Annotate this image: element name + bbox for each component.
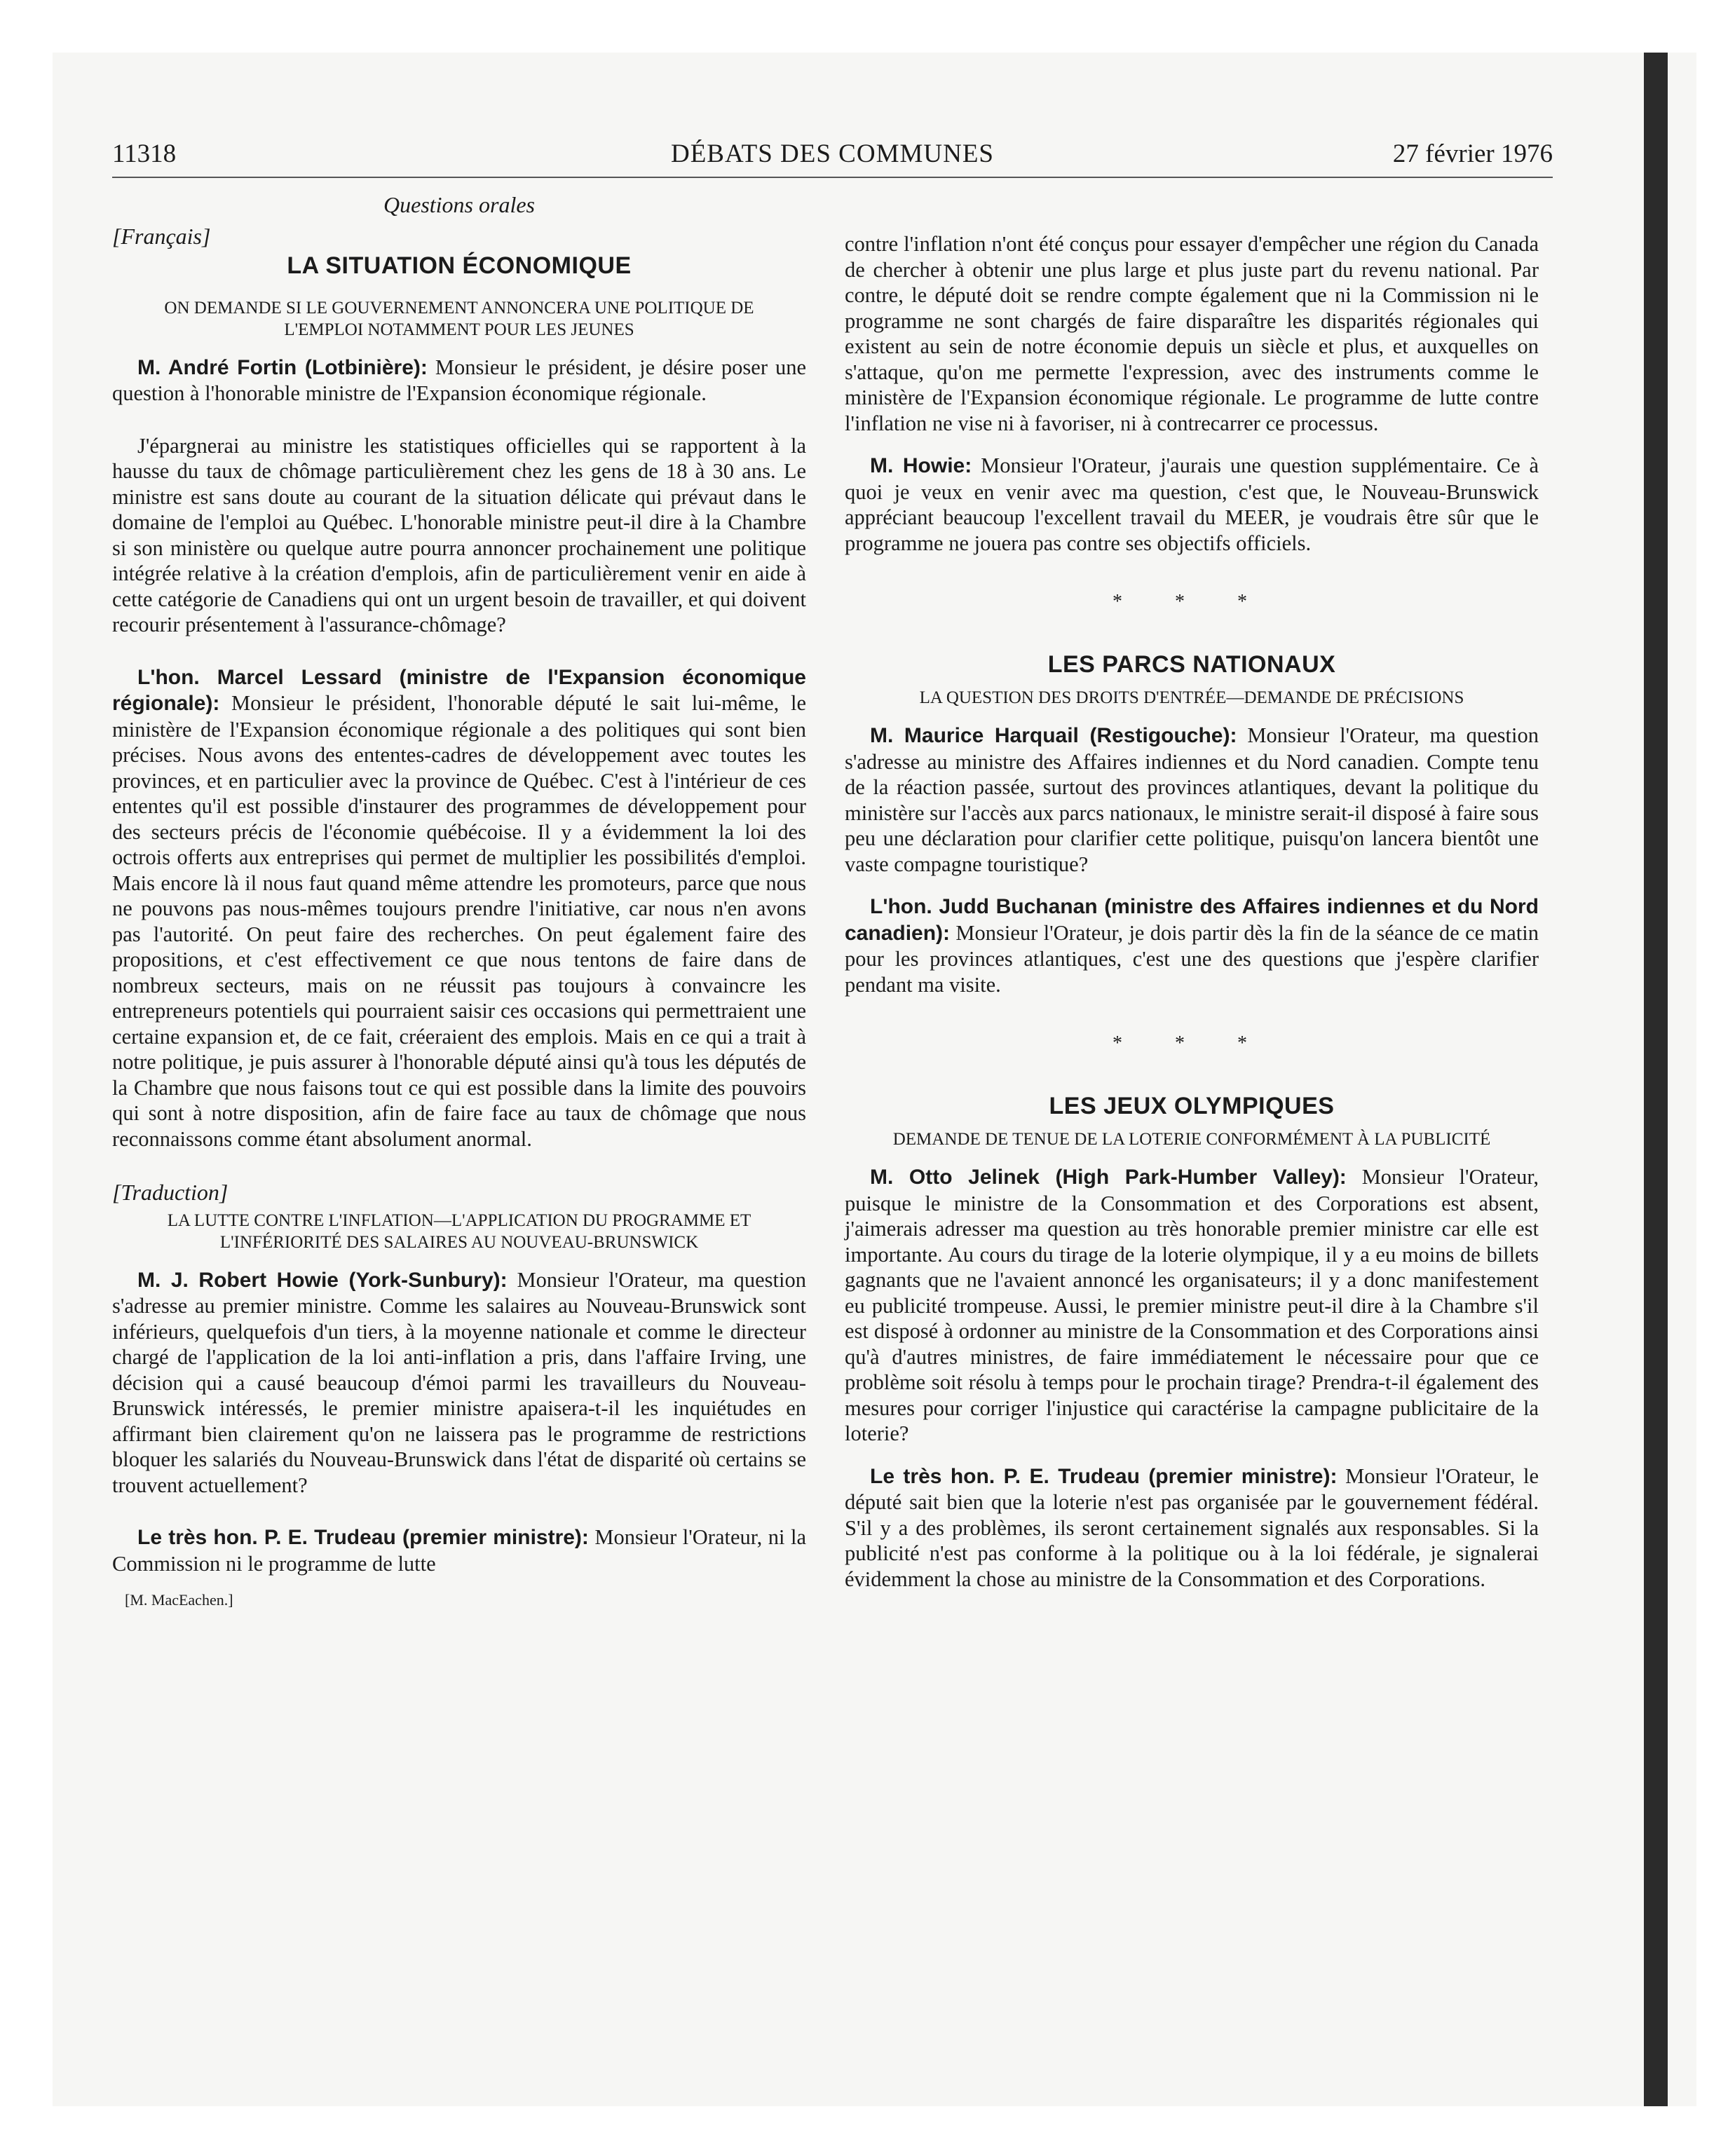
publication-title: DÉBATS DES COMMUNES [670, 139, 994, 168]
speaker-howie: M. Howie: [870, 454, 972, 477]
paragraph-harquail [845, 723, 1539, 877]
speech-text: Monsieur l'Orateur, puisque le ministre de la Consommation et des Corporations est absent, j'aimerais adresser ma question au très honorable premier ministre car elle est importante. Au cours du tirage de la loterie olympique, il y a eu moins de billets gagnants que ne l'avaient annoncé les organisateurs; il y a donc manifestement eu publicité trompeuse. Aussi, le premier ministre peut-il dire à la Chambre s'il est disposé à ordonner au ministre de la Consommation et des Corporations ainsi qu'à d'autres ministres, de faire immédiatement le nécessaire pour que ce problème soit résolu à temps pour le prochain tirage? Prendra-t-il également des mesures pour corriger l'injustice qui caractérise la campagne publicitaire de la loterie? [845, 1165, 1539, 1445]
section-separator: * * * [1113, 591, 1271, 613]
section-title-parcs-nationaux: LES PARCS NATIONAUX [1047, 650, 1336, 678]
speech-text: Monsieur l'Orateur, je dois partir dès la fin de la séance de ce matin pour les provinces atlantiques, c'est une des questions que j'espère clarifier pendant ma visite. [845, 920, 1539, 997]
speech-text: Monsieur l'Orateur, ma question s'adresse au premier ministre. Comme les salaires au Nouveau-Brunswick sont inférieurs, quelquefois d'un tiers, à la moyenne nationale et comme le directeur chargé de l'application de la loi anti-inflation a pris, dans l'affaire Irving, une décision qui a causé beaucoup d'émoi parmi les travailleurs du Nouveau-Brunswick intéressés, le premier ministre apaisera-t-il les inquiétudes en affirmant bien clairement qu'on ne laissera pas le programme de restrictions bloquer les salariés du Nouveau-Brunswick dans l'état de disparité où certains se trouvent actuellement? [112, 1267, 806, 1497]
paragraph-jelinek [845, 1164, 1539, 1447]
language-tag-traduction: [Traduction] [112, 1180, 229, 1205]
footnote: [M. MacEachen.] [125, 1591, 233, 1609]
speech-text: Monsieur l'Orateur, ni la Commission ni le programme de lutte [112, 1525, 806, 1576]
page-date: 27 février 1976 [1392, 139, 1553, 168]
speaker-jelinek: M. Otto Jelinek (High Park-Humber Valley): [870, 1166, 1347, 1189]
paragraph-howie-supplementary [845, 453, 1539, 556]
speaker-harquail: M. Maurice Harquail (Restigouche): [870, 724, 1237, 747]
paragraph-howie [112, 1267, 806, 1499]
section-title-jeux-olympiques: LES JEUX OLYMPIQUES [1049, 1092, 1335, 1119]
speaker-buchanan: L'hon. Judd Buchanan (ministre des Affaires indiennes et du Nord canadien): [845, 895, 1539, 945]
speaker-fortin: M. André Fortin (Lotbinière): [137, 355, 428, 379]
section-separator: * * * [1113, 1032, 1271, 1054]
subheading-lutte-inflation: LA LUTTE CONTRE L'INFLATION—L'APPLICATION DU PROGRAMME ET L'INFÉRIORITÉ DES SALAIRES AU NOUVEAU-BRUNSWICK [167, 1210, 751, 1252]
subheading-politique-emploi: ON DEMANDE SI LE GOUVERNEMENT ANNONCERA UNE POLITIQUE DE L'EMPLOI NOTAMMENT POUR LES JEUNES [164, 298, 754, 339]
right-column [845, 231, 1539, 1592]
page-header [112, 139, 1553, 178]
speech-text: Monsieur l'Orateur, j'aurais une question supplémentaire. Ce à quoi je veux en venir avec ma question, c'est que, le Nouveau-Brunswick appréciant beaucoup l'excellent travail du MEER, je voudrais être sûr que le programme ne jouera pas contre ses objectifs officiels. [845, 453, 1539, 555]
subheading-loterie: DEMANDE DE TENUE DE LA LOTERIE CONFORMÉMENT À LA PUBLICITÉ [892, 1130, 1491, 1149]
paragraph-trudeau-1 [112, 1524, 806, 1576]
rubric: Questions orales [383, 192, 535, 217]
paragraph-trudeau-1-continued: contre l'inflation n'ont été conçus pour essayer d'empêcher une région du Canada de chercher à obtenir une plus large et plus juste part du revenu national. Par contre, le député doit se rendre compte également que ni la Commission ni le programme ne sont chargés de faire disparaître les disparités régionales qui existent au sein de notre économie depuis un siècle et plus, et auxquelles on s'attaque, qu'on me permette l'expression, avec des instruments comme le ministère de l'Expansion économique régionale. Le programme de lutte contre l'inflation ne vise ni à favoriser, ni à contrecarrer ce processus. [845, 232, 1539, 435]
paragraph-fortin [112, 355, 806, 407]
paragraph-lessard [112, 664, 806, 1152]
speaker-trudeau: Le très hon. P. E. Trudeau (premier ministre): [137, 1526, 589, 1549]
language-tag-francais: [Français] [112, 223, 211, 249]
section-title-situation-economique: LA SITUATION ÉCONOMIQUE [287, 252, 632, 279]
speech-text: Monsieur le président, l'honorable député le sait lui-même, le ministère de l'Expansion économique régionale a des politiques qui sont bien précises. Nous avons des ententes-cadres de développement avec toutes les provinces, et en particulier avec la province de Québec. C'est à l'intérieur de ces ententes qu'il est possible d'instaurer des programmes de développement pour des secteurs précis de l'économie québécoise. Il y a évidemment la loi des octrois offerts aux entreprises qui permet de multiplier les possibilités d'emploi. Mais encore là il nous faut quand même attendre les promoteurs, parce que nous ne pouvons pas nous-mêmes toujours prendre l'initiative, car nous n'en avons pas l'autorité. On peut faire des recherches. On peut également faire des propositions, et c'est effectivement ce que nous tentons de faire dans de nombreux secteurs, mais on ne réussit pas toujours à convaincre les entrepreneurs potentiels qui pourraient saisir ces occasions qui permettraient une certaine expansion et, de ce fait, créeraient des emplois. Mais en ce qui a trait à notre politique, je puis assurer à l'honorable député ainsi qu'à tous les députés de la Chambre que nous faisons tout ce qui est possible dans la limite des pouvoirs qui sont à notre disposition, afin de faire face au taux de chômage que nous reconnaissons comme étant absolument anormal. [112, 691, 806, 1151]
speech-text: Monsieur l'Orateur, ma question s'adresse au ministre des Affaires indiennes et du Nord canadien. Compte tenu de la réaction passée, surtout des provinces atlantiques, devant la politique du ministère sur l'accès aux parcs nationaux, le ministre serait-il disposé à faire sous peu une déclaration pour clarifier cette politique, puisqu'on lancera bientôt une vaste compagne touristique? [845, 723, 1539, 876]
subheading-droits-entree: LA QUESTION DES DROITS D'ENTRÉE—DEMANDE DE PRÉCISIONS [919, 688, 1464, 707]
paragraph-fortin-2: J'épargnerai au ministre les statistiques officielles qui se rapportent à la hausse du taux de chômage particulièrement chez les gens de 18 à 30 ans. Le ministre est sans doute au courant de la situation délicate qui prévaut dans le domaine de l'emploi au Québec. L'honorable ministre peut-il dire à la Chambre si son ministère ou quelque autre pourra annoncer prochainement une politique intégrée relative à la création d'emplois, afin de particulièrement venir en aide à cette catégorie de Canadiens qui ont un urgent besoin de travailler, et qui doivent recourir présentement à l'assurance-chômage? [112, 433, 806, 636]
paragraph-trudeau-2 [845, 1464, 1539, 1592]
paragraph-buchanan [845, 894, 1539, 997]
left-column [112, 188, 806, 1613]
speaker-trudeau: Le très hon. P. E. Trudeau (premier ministre): [870, 1464, 1338, 1488]
page-number: 11318 [112, 139, 177, 168]
speaker-howie: M. J. Robert Howie (York-Sunbury): [137, 1268, 508, 1292]
speech-text: Monsieur l'Orateur, le député sait bien que la loterie n'est pas organisée par le gouvernement fédéral. S'il y a des problèmes, ils seront certainement signalés aux responsables. Si la publicité n'est pas conforme à la politique ou à la loi fédérale, je signalerai évidemment la chose au ministre de la Consommation et des Corporations. [845, 1464, 1539, 1591]
speaker-lessard: L'hon. Marcel Lessard (ministre de l'Expansion économique régionale): [112, 665, 806, 715]
speech-text: Monsieur le président, je désire poser une question à l'honorable ministre de l'Expansion économique régionale. [112, 355, 807, 405]
scan-edge-bar [1644, 53, 1668, 2106]
